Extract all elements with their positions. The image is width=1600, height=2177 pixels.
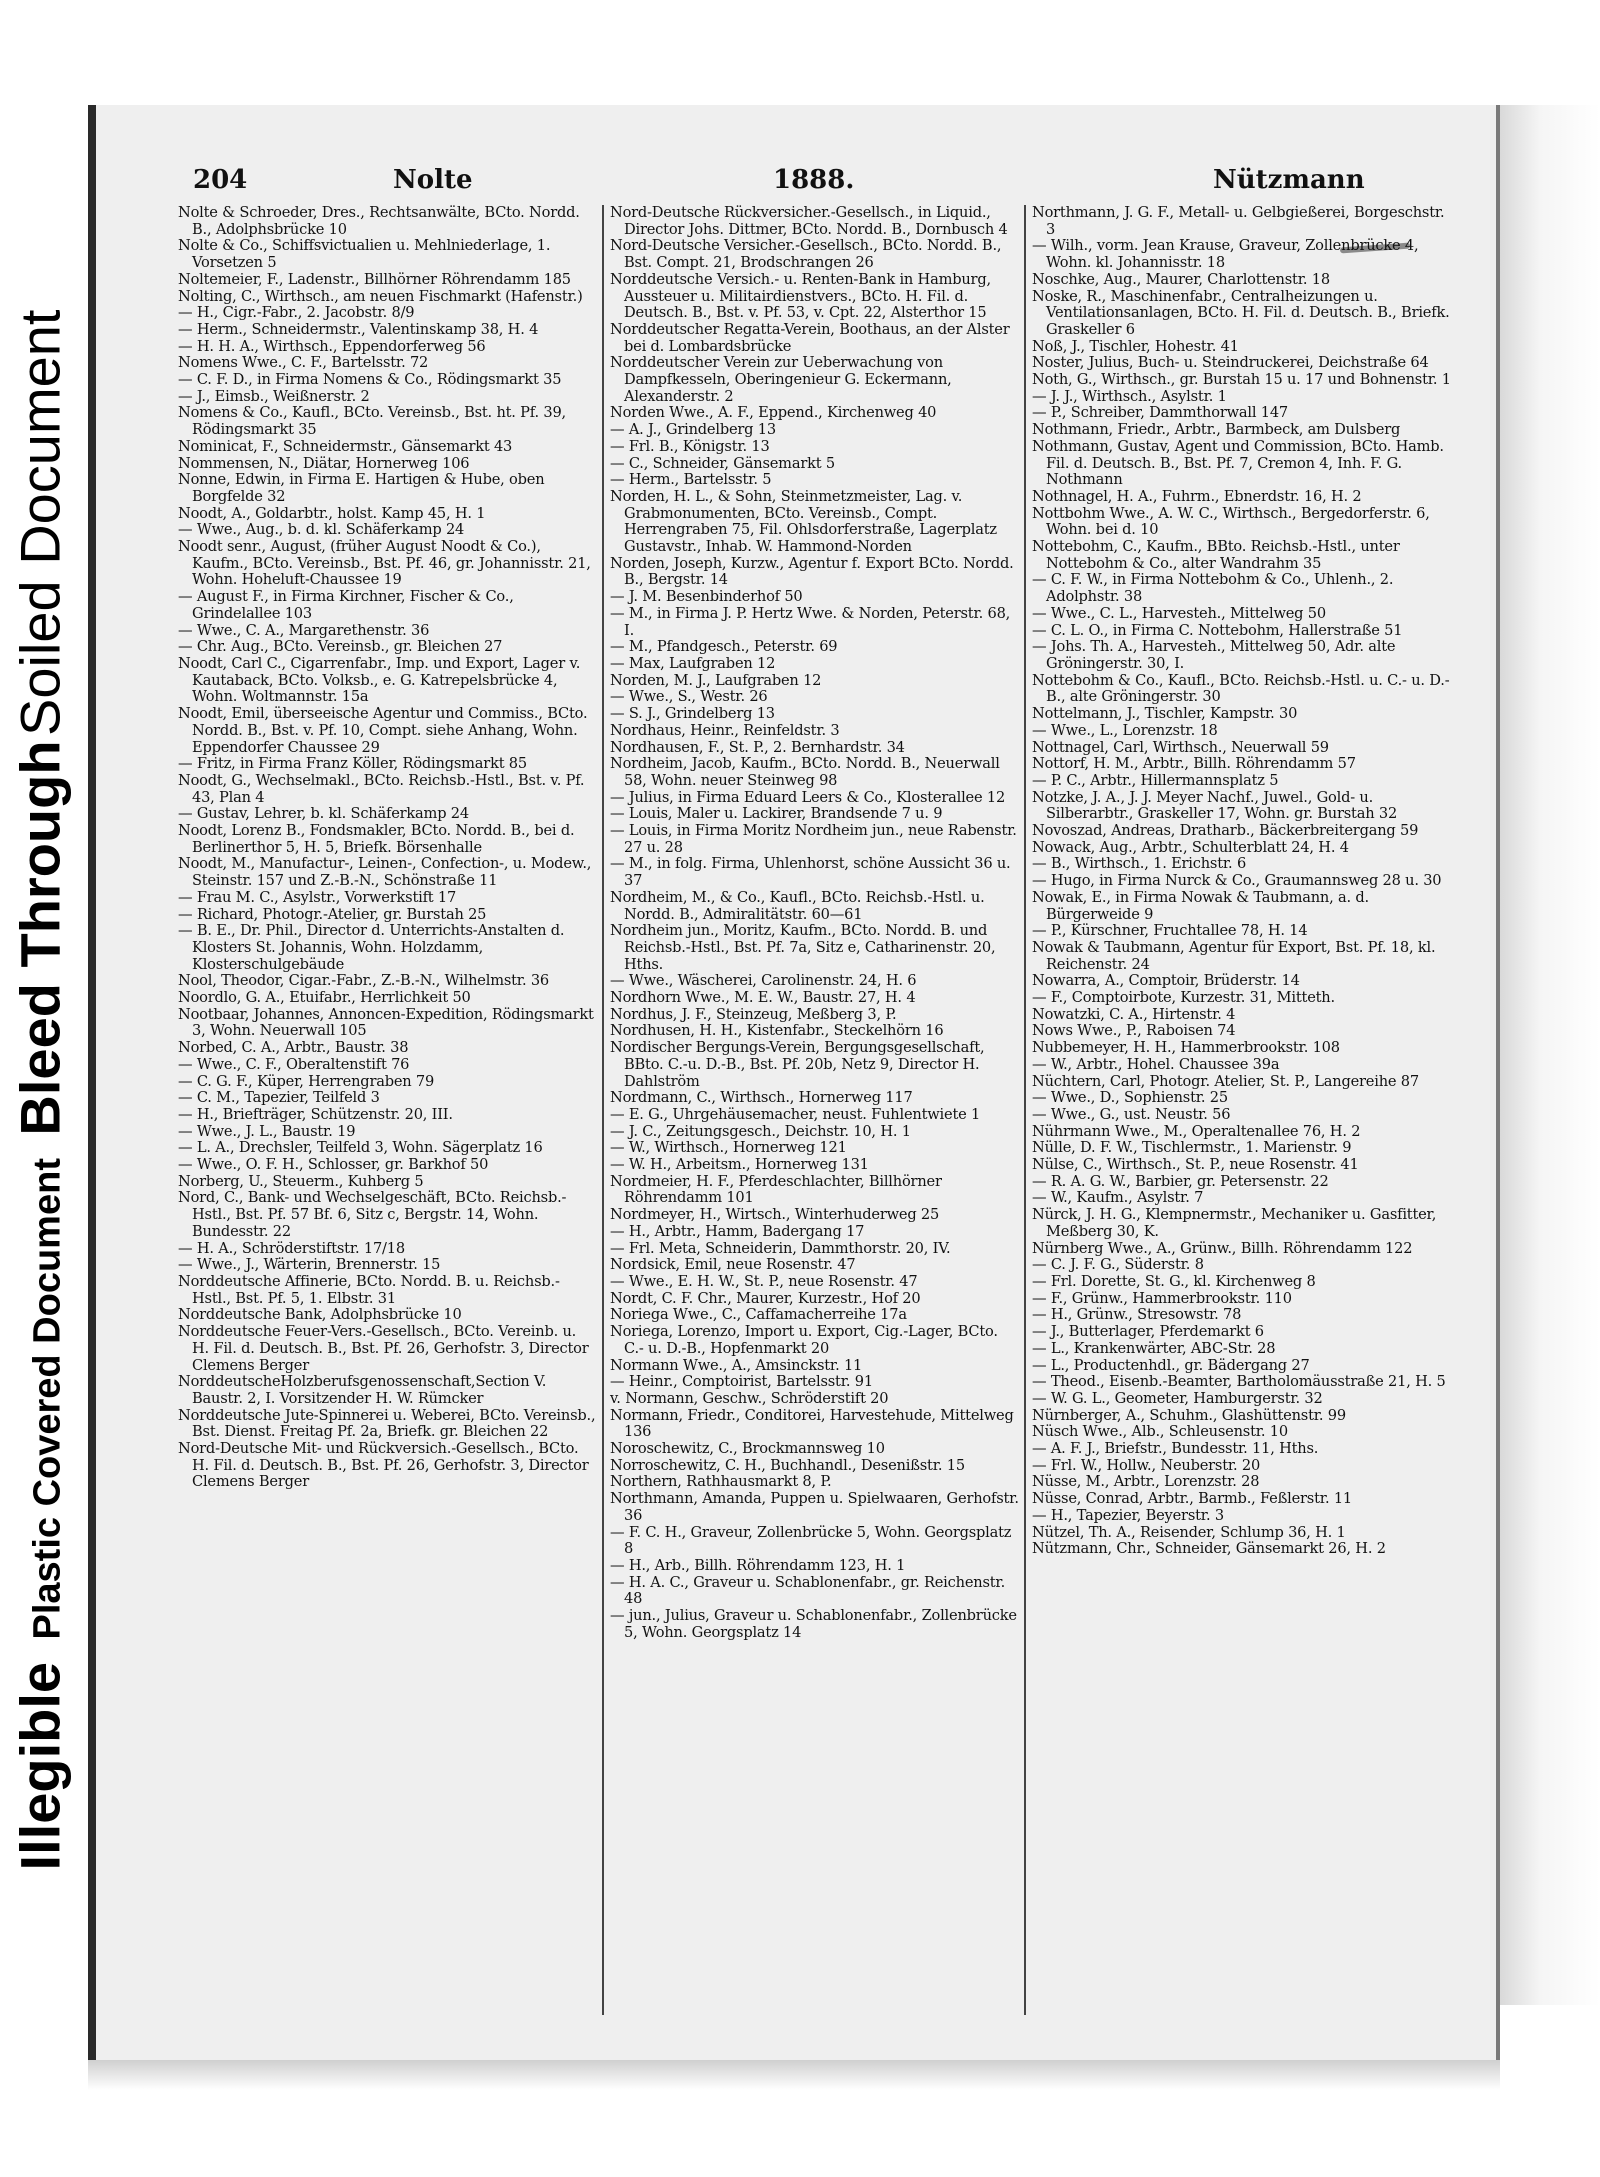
directory-entry: — Max, Laufgraben 12 <box>610 654 776 672</box>
directory-entry: — B. E., Dr. Phil., Director d. Unterrichts-Anstalten d. Klosters St. Johannis, Wohn. Holzdamm, Klosterschulgebäude <box>178 922 565 973</box>
directory-entry: — C. J. F. G., Süderstr. 8 <box>1032 1256 1204 1274</box>
directory-entry: — J., Eimsb., Weißnerstr. 2 <box>178 387 370 405</box>
directory-entry: Nottelmann, J., Tischler, Kampstr. 30 <box>1032 705 1298 723</box>
directory-entry: Noodt, Emil, überseeische Agentur und Commiss., BCto. Nordd. B., Bst. v. Pf. 10, Compt. siehe Anhang, Wohn. Eppendorfer Chaussee 29 <box>178 705 588 756</box>
header-last-entry: Nützmann <box>1213 165 1365 195</box>
directory-entry: — P., Schreiber, Dammthorwall 147 <box>1032 404 1289 422</box>
directory-entry: Norddeutscher Verein zur Ueberwachung von Dampfkesseln, Oberingenieur G. Eckermann, Alexanderstr. 2 <box>610 354 952 405</box>
directory-entry: Nützel, Th. A., Reisender, Schlump 36, H. 1 <box>1032 1523 1346 1541</box>
directory-entry: — W., Wirthsch., Hornerweg 121 <box>610 1139 847 1157</box>
directory-entry: Nordt, C. F. Chr., Maurer, Kurzestr., Hof 20 <box>610 1289 921 1307</box>
directory-entry: Nordhusen, H. H., Kistenfabr., Steckelhörn 16 <box>610 1022 944 1040</box>
directory-entry: Nord-Deutsche Rückversicher.-Gesellsch., in Liquid., Director Johs. Dittmer, BCto. Nordd. B., Dornbusch 4 <box>610 205 1008 238</box>
directory-entry: — H. A. C., Graveur u. Schablonenfabr., gr. Reichenstr. 48 <box>610 1573 1006 1608</box>
directory-entry: Norddeutsche Jute-Spinnerei u. Weberei, BCto. Vereinsb., Bst. Dienst. Freitag Pf. 2a, Briefk. gr. Bleichen 22 <box>178 1406 596 1441</box>
directory-entry: Nottnagel, Carl, Wirthsch., Neuerwall 59 <box>1032 738 1329 756</box>
directory-entry: Norddeutsche Bank, Adolphsbrücke 10 <box>178 1306 462 1324</box>
directory-entry: — Wwe., L., Lorenzstr. 18 <box>1032 721 1218 739</box>
directory-entry: — C. L. O., in Firma C. Nottebohm, Hallerstraße 51 <box>1032 621 1403 639</box>
directory-entry: Noodt, Carl C., Cigarrenfabr., Imp. und Export, Lager v. Kautaback, BCto. Volksb., e. G. Katrepelsbrücke 4, Wohn. Woltmannstr. 15a <box>178 654 581 706</box>
directory-entry: — B., Wirthsch., 1. Erichstr. 6 <box>1032 855 1247 873</box>
directory-entry: — R. A. G. W., Barbier, gr. Petersenstr. 22 <box>1032 1172 1329 1190</box>
directory-entry: — W., Arbtr., Hohel. Chaussee 39a <box>1032 1055 1280 1073</box>
directory-entry: — Wwe., Aug., b. d. kl. Schäferkamp 24 <box>178 521 465 539</box>
directory-entry: Nomens Wwe., C. F., Bartelsstr. 72 <box>178 354 429 372</box>
directory-entry: Nolting, C., Wirthsch., am neuen Fischmarkt (Hafenstr.) <box>178 287 583 305</box>
directory-entry: Noodt, M., Manufactur-, Leinen-, Confection-, u. Modew., Steinstr. 157 und Z.-B.-N., Schönstraße 11 <box>178 855 592 890</box>
directory-entry: — Louis, Maler u. Lackirer, Brandsende 7 u. 9 <box>610 805 943 823</box>
directory-entry: Nord, C., Bank- und Wechselgeschäft, BCto. Reichsb.-Hstl., Bst. Pf. 57 Bf. 6, Sitz c, Bergstr. 14, Wohn. Bundesstr. 22 <box>178 1189 567 1240</box>
directory-entry: Nürck, J. H. G., Klempnermstr., Mechaniker u. Gasfitter, Meßberg 30, K. <box>1032 1206 1437 1240</box>
directory-entry: Novoszad, Andreas, Dratharb., Bäckerbreitergang 59 <box>1032 822 1419 840</box>
directory-entry: v. Normann, Geschw., Schröderstift 20 <box>610 1389 889 1407</box>
directory-entry: — H. A., Schröderstiftstr. 17/18 <box>178 1239 405 1257</box>
directory-entry: — Heinr., Comptoirist, Bartelsstr. 91 <box>610 1373 873 1391</box>
directory-entry: — Wwe., E. H. W., St. P., neue Rosenstr. 47 <box>610 1273 918 1290</box>
directory-entry: Nordhausen, F., St. P., 2. Bernhardstr. 34 <box>610 738 905 756</box>
directory-entry: — M., in Firma J. P. Hertz Wwe. & Norden, Peterstr. 68, I. <box>610 604 1011 639</box>
directory-entry: Nürnberger, A., Schuhm., Glashüttenstr. 99 <box>1032 1406 1346 1424</box>
directory-entry: — Wilh., vorm. Jean Krause, Graveur, Zollenbrücke 4, Wohn. kl. Johannisstr. 18 <box>1032 237 1419 272</box>
directory-entry: Noske, R., Maschinenfabr., Centralheizungen u. Ventilationsanlagen, BCto. H. Fil. d. Deutsch. B., Briefk. Graskeller 6 <box>1032 287 1450 338</box>
directory-entry: Nürnberg Wwe., A., Grünw., Billh. Röhrendamm 122 <box>1032 1239 1413 1257</box>
directory-entry: — J. C., Zeitungsgesch., Deichstr. 10, H. 1 <box>610 1122 911 1140</box>
directory-entry: Nordhorn Wwe., M. E. W., Baustr. 27, H. 4 <box>610 989 916 1007</box>
directory-entry: Nüsse, Conrad, Arbtr., Barmb., Feßlerstr. 11 <box>1032 1490 1352 1508</box>
directory-entry: Nomens & Co., Kaufl., BCto. Vereinsb., Bst. ht. Pf. 39, Rödingsmarkt 35 <box>178 404 566 439</box>
directory-entry: Nottebohm, C., Kaufm., BBto. Reichsb.-Hstl., unter Nottebohm & Co., alter Wandrahm 35 <box>1032 538 1400 572</box>
directory-entry: — C. M., Tapezier, Teilfeld 3 <box>178 1089 380 1107</box>
directory-column-3 <box>1024 205 1452 2015</box>
directory-entry: — H., Arbtr., Hamm, Badergang 17 <box>610 1222 865 1240</box>
directory-entry: — Herm., Bartelsstr. 5 <box>610 471 772 489</box>
directory-entry: — J. M. Besenbinderhof 50 <box>610 588 803 606</box>
directory-entry: — A. F. J., Briefstr., Bundesstr. 11, Hths. <box>1032 1440 1319 1458</box>
directory-entry: Nolte & Schroeder, Dres., Rechtsanwälte, BCto. Nordd. B., Adolphsbrücke 10 <box>178 205 580 238</box>
directory-entry: — C. F. D., in Firma Nomens & Co., Rödingsmarkt 35 <box>178 371 562 389</box>
directory-entry: — J., Butterlager, Pferdemarkt 6 <box>1032 1323 1264 1341</box>
directory-entry: — H. H. A., Wirthsch., Eppendorferweg 56 <box>178 337 486 355</box>
directory-entry: — E. G., Uhrgehäusemacher, neust. Fuhlentwiete 1 <box>610 1105 981 1123</box>
directory-entry: Norden, Joseph, Kurzw., Agentur f. Export BCto. Nordd. B., Bergstr. 14 <box>610 554 1014 589</box>
directory-entry: — P. C., Arbtr., Hillermannsplatz 5 <box>1032 771 1279 789</box>
header-year: 1888. <box>773 165 855 195</box>
directory-entry: — J. J., Wirthsch., Asylstr. 1 <box>1032 387 1227 405</box>
directory-entry: — C. G. F., Küper, Herrengraben 79 <box>178 1072 435 1090</box>
directory-entry: — Wwe., J., Wärterin, Brennerstr. 15 <box>178 1256 441 1274</box>
directory-entry: Nordheim jun., Moritz, Kaufm., BCto. Nordd. B. und Reichsb.-Hstl., Bst. Pf. 7a, Sitz e, Catharinenstr. 20, Hths. <box>610 922 996 973</box>
directory-entry: — C. F. W., in Firma Nottebohm & Co., Uhlenh., 2. Adolphstr. 38 <box>1032 571 1394 606</box>
label-soiled-document: Soiled Document <box>8 309 72 737</box>
directory-entry: — F., Grünw., Hammerbrookstr. 110 <box>1032 1289 1292 1307</box>
directory-entry: Nows Wwe., P., Raboisen 74 <box>1032 1022 1236 1040</box>
directory-entry: — Wwe., S., Westr. 26 <box>610 688 768 706</box>
directory-entry: — F. C. H., Graveur, Zollenbrücke 5, Wohn. Georgsplatz 8 <box>610 1523 1012 1558</box>
directory-entry: Noß, J., Tischler, Hohestr. 41 <box>1032 337 1239 355</box>
directory-entry: Nordsick, Emil, neue Rosenstr. 47 <box>610 1256 856 1274</box>
directory-entry: Normann Wwe., A., Amsinckstr. 11 <box>610 1356 863 1374</box>
directory-entry: Noodt, G., Wechselmakl., BCto. Reichsb.-Hstl., Bst. v. Pf. 43, Plan 4 <box>178 771 585 806</box>
directory-entry: Nootbaar, Johannes, Annoncen-Expedition, Rödingsmarkt 3, Wohn. Neuerwall 105 <box>178 1005 594 1040</box>
directory-entry: Noster, Julius, Buch- u. Steindruckerei, Deichstraße 64 <box>1032 354 1429 372</box>
directory-entry: Nüsch Wwe., Alb., Schleusenstr. 10 <box>1032 1423 1288 1441</box>
directory-entry: Nolte & Co., Schiffsvictualien u. Mehlniederlage, 1. Vorsetzen 5 <box>178 237 551 272</box>
page-number: 204 <box>193 165 248 195</box>
directory-entry: Norden Wwe., A. F., Eppend., Kirchenweg 40 <box>610 404 937 422</box>
directory-entry: — W. H., Arbeitsm., Hornerweg 131 <box>610 1156 869 1174</box>
directory-entry: — Fritz, in Firma Franz Köller, Rödingsmarkt 85 <box>178 755 527 773</box>
directory-entry: Nordhaus, Heinr., Reinfeldstr. 3 <box>610 721 840 739</box>
directory-entry: Nottebohm & Co., Kaufl., BCto. Reichsb.-Hstl. u. C.- u. D.-B., alte Gröningerstr. 30 <box>1032 671 1450 706</box>
directory-entry: — Wwe., D., Sophienstr. 25 <box>1032 1089 1228 1107</box>
directory-column-1 <box>178 205 596 2015</box>
directory-entry: — Theod., Eisenb.-Beamter, Bartholomäusstraße 21, H. 5 <box>1032 1373 1446 1391</box>
directory-entry: — Hugo, in Firma Nurck & Co., Graumannsweg 28 u. 30 <box>1032 872 1442 890</box>
side-label-banner <box>0 0 80 2177</box>
label-bleed-through: Bleed Through <box>8 740 72 1136</box>
directory-entry: — August F., in Firma Kirchner, Fischer & Co., Grindelallee 103 <box>178 588 514 622</box>
directory-entry: — Johs. Th. A., Harvesteh., Mittelweg 50, Adr. alte Gröningerstr. 30, I. <box>1032 638 1396 672</box>
page-bottom-shadow <box>88 2060 1500 2090</box>
directory-entry: — Wwe., C. A., Margarethenstr. 36 <box>178 621 430 639</box>
directory-entry: — Frl. Dorette, St. G., kl. Kirchenweg 8 <box>1032 1273 1316 1290</box>
directory-entry: Nordischer Bergungs-Verein, Bergungsgesellschaft, BBto. C.-u. D.-B., Bst. Pf. 20b, Netz 9, Director H. Dahlström <box>610 1039 985 1090</box>
label-illegible: Illegible <box>8 1661 72 1871</box>
directory-entry: — M., in folg. Firma, Uhlenhorst, schöne Aussicht 36 u. 37 <box>610 855 1011 890</box>
directory-entry: Northmann, J. G. F., Metall- u. Gelbgießerei, Borgeschstr. 3 <box>1032 205 1445 238</box>
directory-entry: Nottbohm Wwe., A. W. C., Wirthsch., Bergedorferstr. 6, Wohn. bei d. 10 <box>1032 504 1430 539</box>
directory-entry: Nülse, C., Wirthsch., St. P., neue Rosenstr. 41 <box>1032 1156 1359 1174</box>
directory-entry: Nordmeyer, H., Wirtsch., Winterhuderweg 25 <box>610 1206 940 1224</box>
directory-entry: Noltemeier, F., Ladenstr., Billhörner Röhrendamm 185 <box>178 270 571 288</box>
directory-entry: — Richard, Photogr.-Atelier, gr. Burstah 25 <box>178 905 487 923</box>
directory-entry: Nommensen, N., Diätar, Hornerweg 106 <box>178 454 470 472</box>
directory-entry: Nord-Deutsche Versicher.-Gesellsch., BCto. Nordd. B., Bst. Compt. 21, Brodschrangen 26 <box>610 237 1002 272</box>
directory-entry: — Louis, in Firma Moritz Nordheim jun., neue Rabenstr. 27 u. 28 <box>610 822 1017 856</box>
directory-entry: — H., Arb., Billh. Röhrendamm 123, H. 1 <box>610 1556 906 1574</box>
directory-entry: — Wwe., G., ust. Neustr. 56 <box>1032 1105 1231 1123</box>
directory-entry: Nubbemeyer, H. H., Hammerbrookstr. 108 <box>1032 1039 1340 1057</box>
directory-entry: Norberg, U., Steuerm., Kuhberg 5 <box>178 1172 424 1190</box>
directory-entry: Norroschewitz, C. H., Buchhandl., Desenißstr. 15 <box>610 1456 965 1474</box>
directory-entry: Northern, Rathhausmarkt 8, P. <box>610 1473 832 1491</box>
directory-entry: — Herm., Schneidermstr., Valentinskamp 38, H. 4 <box>178 320 539 338</box>
directory-entry: Nowack, Aug., Arbtr., Schulterblatt 24, H. 4 <box>1032 838 1349 856</box>
directory-entry: — Wwe., C. L., Harvesteh., Mittelweg 50 <box>1032 604 1326 622</box>
directory-entry: Nool, Theodor, Cigar.-Fabr., Z.-B.-N., Wilhelmstr. 36 <box>178 972 550 990</box>
directory-entry: — C., Schneider, Gänsemarkt 5 <box>610 454 835 472</box>
directory-entry: — F., Comptoirbote, Kurzestr. 31, Mitteth. <box>1032 989 1335 1007</box>
directory-entry: — S. J., Grindelberg 13 <box>610 705 775 723</box>
directory-entry: Norden, M. J., Laufgraben 12 <box>610 671 822 689</box>
directory-entry: Nothmann, Friedr., Arbtr., Barmbeck, am Dulsberg <box>1032 421 1401 439</box>
adjacent-page-edge <box>1500 105 1600 2005</box>
directory-entry: Noschke, Aug., Maurer, Charlottenstr. 18 <box>1032 270 1330 288</box>
directory-entry: — W., Kaufm., Asylstr. 7 <box>1032 1189 1204 1207</box>
directory-entry: Norddeutscher Regatta-Verein, Boothaus, an der Alster bei d. Lombardsbrücke <box>610 320 1010 355</box>
directory-entry: — Frl. B., Königstr. 13 <box>610 437 770 455</box>
directory-entry: — H., Briefträger, Schützenstr. 20, III. <box>178 1105 453 1123</box>
directory-entry: — P., Kürschner, Fruchtallee 78, H. 14 <box>1032 922 1308 940</box>
directory-entry: Noodt senr., August, (früher August Noodt & Co.), Kaufm., BCto. Vereinsb., Bst. Pf. 46, gr. Johannisstr. 21, Wohn. Hoheluft-Chaussee 19 <box>178 538 591 589</box>
directory-entry: Northmann, Amanda, Puppen u. Spielwaaren, Gerhofstr. 36 <box>610 1490 1019 1524</box>
directory-entry: Normann, Friedr., Conditorei, Harvestehude, Mittelweg 136 <box>610 1406 1014 1441</box>
directory-entry: Nordheim, M., & Co., Kaufl., BCto. Reichsb.-Hstl. u. Nordd. B., Admiralitätstr. 60—61 <box>610 888 985 923</box>
directory-entry: Nowak & Taubmann, Agentur für Export, Bst. Pf. 18, kl. Reichenstr. 24 <box>1032 938 1436 973</box>
directory-entry: NorddeutscheHolzberufsgenossenschaft,Section V. Baustr. 2, I. Vorsitzender H. W. Rümcker <box>178 1373 547 1407</box>
directory-entry: — Wwe., C. F., Oberaltenstift 76 <box>178 1055 410 1073</box>
directory-entry: — Frau M. C., Asylstr., Vorwerkstift 17 <box>178 888 457 906</box>
directory-entry: — jun., Julius, Graveur u. Schablonenfabr., Zollenbrücke 5, Wohn. Georgsplatz 14 <box>610 1607 1017 1641</box>
directory-entry: Norddeutsche Affinerie, BCto. Nordd. B. u. Reichsb.-Hstl., Bst. Pf. 5, 1. Elbstr. 31 <box>178 1273 560 1307</box>
scanned-page <box>88 105 1500 2077</box>
directory-entry: — Wwe., J. L., Baustr. 19 <box>178 1122 356 1140</box>
directory-entry: Nowak, E., in Firma Nowak & Taubmann, a. d. Bürgerweide 9 <box>1032 888 1369 923</box>
directory-entry: — Wwe., Wäscherei, Carolinenstr. 24, H. 6 <box>610 972 917 990</box>
directory-entry: — Chr. Aug., BCto. Vereinsb., gr. Bleichen 27 <box>178 638 503 656</box>
directory-entry: Nowatzki, C. A., Hirtenstr. 4 <box>1032 1005 1236 1023</box>
directory-entry: — M., Pfandgesch., Peterstr. 69 <box>610 638 838 656</box>
directory-entry: Noodt, Lorenz B., Fondsmakler, BCto. Nordd. B., bei d. Berlinerthor 5, H. 5, Briefk. Börsenhalle <box>178 822 575 856</box>
directory-entry: — Frl. W., Hollw., Neuberstr. 20 <box>1032 1456 1261 1474</box>
directory-entry: Noth, G., Wirthsch., gr. Burstah 15 u. 17 und Bohnenstr. 1 <box>1032 371 1451 389</box>
page-header <box>193 165 1493 205</box>
directory-entry: Nülle, D. F. W., Tischlermstr., 1. Marienstr. 9 <box>1032 1139 1352 1157</box>
directory-entry: Noodt, A., Goldarbtr., holst. Kamp 45, H. 1 <box>178 504 486 522</box>
directory-entry: Nührmann Wwe., M., Operaltenallee 76, H. 2 <box>1032 1122 1361 1140</box>
directory-entry: Nützmann, Chr., Schneider, Gänsemarkt 26, H. 2 <box>1032 1540 1386 1558</box>
directory-entry: — Gustav, Lehrer, b. kl. Schäferkamp 24 <box>178 805 469 823</box>
directory-entry: — H., Grünw., Stresowstr. 78 <box>1032 1306 1242 1324</box>
directory-entry: — Julius, in Firma Eduard Leers & Co., Klosterallee 12 <box>610 788 1006 806</box>
directory-entry: — Frl. Meta, Schneiderin, Dammthorstr. 20, IV. <box>610 1239 951 1257</box>
directory-entry: Nottorf, H. M., Arbtr., Billh. Röhrendamm 57 <box>1032 755 1356 773</box>
directory-entry: Nüsse, M., Arbtr., Lorenzstr. 28 <box>1032 1473 1260 1491</box>
directory-entry: Norddeutsche Versich.- u. Renten-Bank in Hamburg, Aussteuer u. Militairdienstvers., BCto. H. Fil. d. Deutsch. B., Bst. v. Pf. 53, v. Cpt. 22, Alsterthor 15 <box>610 270 991 322</box>
directory-entry: Nowarra, A., Comptoir, Brüderstr. 14 <box>1032 972 1300 990</box>
directory-entry: Norbed, C. A., Arbtr., Baustr. 38 <box>178 1039 409 1057</box>
directory-entry: Nonne, Edwin, in Firma E. Hartigen & Hube, oben Borgfelde 32 <box>178 471 545 505</box>
directory-entry: Nothnagel, H. A., Fuhrm., Ebnerdstr. 16, H. 2 <box>1032 487 1362 505</box>
directory-entry: Nordhus, J. F., Steinzeug, Meßberg 3, P. <box>610 1005 897 1023</box>
directory-entry: Nordmeier, H. F., Pferdeschlachter, Billhörner Röhrendamm 101 <box>610 1172 942 1207</box>
header-first-entry: Nolte <box>393 165 473 195</box>
directory-entry: — L., Productenhdl., gr. Bädergang 27 <box>1032 1356 1310 1374</box>
directory-entry: Noriega Wwe., C., Caffamacherreihe 17a <box>610 1306 907 1324</box>
directory-entry: Noroschewitz, C., Brockmannsweg 10 <box>610 1440 885 1458</box>
directory-entry: Nordmann, C., Wirthsch., Hornerweg 117 <box>610 1089 913 1107</box>
directory-entry: Nothmann, Gustav, Agent und Commission, BCto. Hamb. Fil. d. Deutsch. B., Bst. Pf. 7, Cremon 4, Inh. F. G. Nothmann <box>1032 437 1444 489</box>
directory-entry: — H., Cigr.-Fabr., 2. Jacobstr. 8/9 <box>178 304 415 322</box>
directory-entry: Noordlo, G. A., Etuifabr., Herrlichkeit 50 <box>178 989 471 1007</box>
directory-entry: Noriega, Lorenzo, Import u. Export, Cig.-Lager, BCto. C.- u. D.-B., Hopfenmarkt 20 <box>610 1323 998 1357</box>
directory-entry: Nominicat, F., Schneidermstr., Gänsemarkt 43 <box>178 437 513 455</box>
side-label-text <box>8 110 73 2070</box>
label-plastic-covered: Plastic Covered Document <box>26 1158 69 1640</box>
directory-column-2 <box>602 205 1020 2015</box>
directory-entry: — L., Krankenwärter, ABC-Str. 28 <box>1032 1339 1276 1357</box>
directory-entry: Nord-Deutsche Mit- und Rückversich.-Gesellsch., BCto. H. Fil. d. Deutsch. B., Bst. Pf. 26, Gerhofstr. 3, Director Clemens Berger <box>178 1440 589 1491</box>
directory-columns <box>178 205 1468 2015</box>
directory-entry: — A. J., Grindelberg 13 <box>610 421 776 439</box>
directory-entry: Nordheim, Jacob, Kaufm., BCto. Nordd. B., Neuerwall 58, Wohn. neuer Steinweg 98 <box>610 755 1000 789</box>
directory-entry: Norden, H. L., & Sohn, Steinmetzmeister, Lag. v. Grabmonumenten, BCto. Vereinsb., Compt. Herrengraben 75, Fil. Ohlsdorferstraße, Lagerplatz Gustavstr., Inhab. W. Hammond-Norden <box>610 487 997 556</box>
directory-entry: — L. A., Drechsler, Teilfeld 3, Wohn. Sägerplatz 16 <box>178 1139 543 1157</box>
directory-entry: Norddeutsche Feuer-Vers.-Gesellsch., BCto. Vereinb. u. H. Fil. d. Deutsch. B., Bst. Pf. 26, Gerhofstr. 3, Director Clemens Berger <box>178 1323 589 1374</box>
directory-entry: Notzke, J. A., J. J. Meyer Nachf., Juwel., Gold- u. Silberarbtr., Graskeller 17, Wohn. gr. Burstah 32 <box>1032 788 1398 823</box>
directory-entry: — H., Tapezier, Beyerstr. 3 <box>1032 1506 1224 1524</box>
directory-entry: — Wwe., O. F. H., Schlosser, gr. Barkhof 50 <box>178 1156 489 1174</box>
directory-entry: Nüchtern, Carl, Photogr. Atelier, St. P., Langereihe 87 <box>1032 1072 1419 1090</box>
directory-entry: — W. G. L., Geometer, Hamburgerstr. 32 <box>1032 1389 1323 1407</box>
